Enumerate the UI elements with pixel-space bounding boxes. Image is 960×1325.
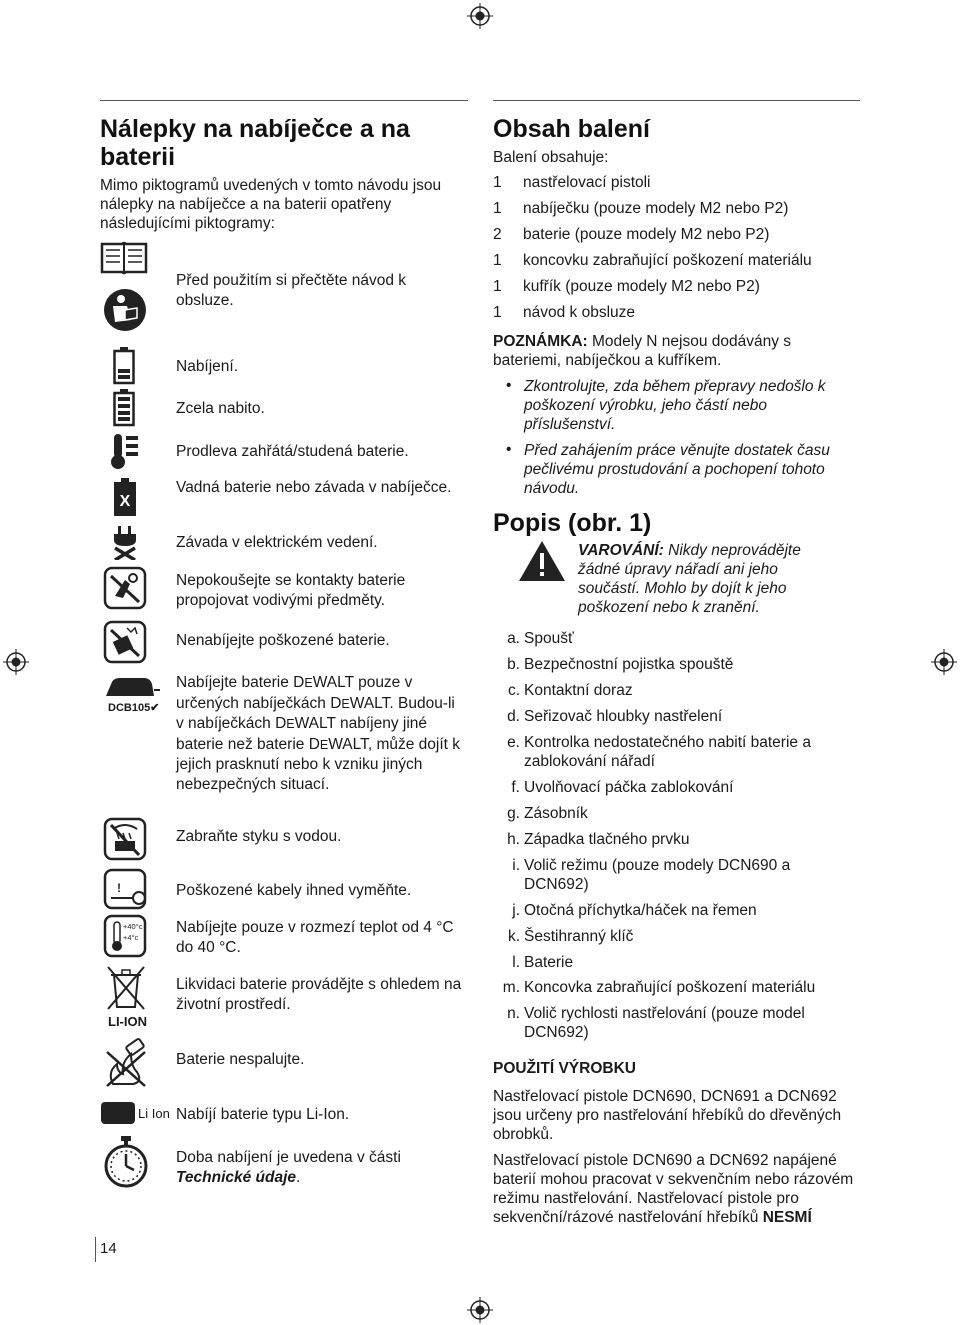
pictogram-text-conductive: Nepokoušejte se kontakty baterie propojovat vodivými předměty. bbox=[176, 572, 406, 609]
section-title-contents: Obsah balení bbox=[493, 115, 650, 143]
thermometer-battery-icon bbox=[108, 432, 140, 470]
bullet-marker: • bbox=[506, 441, 512, 458]
contents-item: 1 návod k obsluze bbox=[493, 304, 636, 321]
svg-text:+4°c: +4°c bbox=[123, 933, 139, 942]
warning-text: VAROVÁNÍ: Nikdy neprovádějte žádné úpravy nářadí ani jeho součástí. Mohlo by dojít k jeho poškození nebo k zranění. bbox=[578, 542, 801, 616]
full-battery-icon bbox=[113, 389, 135, 427]
contents-item: 1 koncovku zabraňující poškození materiálu bbox=[493, 252, 812, 269]
li-ion-battery-icon bbox=[101, 1102, 135, 1124]
contents-lead: Balení obsahuje: bbox=[493, 149, 609, 166]
page-number: 14 bbox=[100, 1240, 117, 1257]
warning-triangle-icon bbox=[517, 539, 567, 583]
li-ion-battery-label: Li Ion bbox=[138, 1106, 170, 1121]
pictogram-text-full: Zcela nabito. bbox=[176, 400, 265, 417]
dcb105-charger-icon bbox=[104, 676, 160, 698]
use-paragraph-2: Nastřelovací pistole DCN690 a DCN692 napájené baterií mohou pracovat v sekvenčním nebo rázovém režimu nastřelování. Nastřelovací pistole pro sekvenční/rázové nastřelování hřebíků NESMÍ bbox=[493, 1152, 854, 1226]
registration-mark-top bbox=[467, 3, 493, 29]
header-rule-left bbox=[100, 100, 468, 101]
intro-text: Mimo piktogramů uvedených v tomto návodu jsou nálepky na nabíječce a na baterii opatřeny následujícími piktogramy: bbox=[100, 177, 442, 232]
contents-item: 1 kufřík (pouze modely M2 nebo P2) bbox=[493, 278, 760, 295]
pictogram-text-damaged: Nenabíjejte poškozené baterie. bbox=[176, 632, 390, 649]
bullet-marker: • bbox=[506, 377, 512, 394]
use-title: POUŽITÍ VÝROBKU bbox=[493, 1060, 636, 1077]
bullet-check-damage: Zkontrolujte, zda během přepravy nedošlo k poškození výrobku, jeho částí nebo příslušenství. bbox=[524, 378, 826, 433]
svg-text:!: ! bbox=[117, 881, 121, 895]
contents-item: 2 baterie (pouze modely M2 nebo P2) bbox=[493, 226, 770, 243]
power-fault-icon bbox=[111, 526, 139, 560]
faulty-battery-icon bbox=[113, 478, 137, 518]
replace-cable-icon bbox=[103, 868, 149, 910]
page-number-rule bbox=[95, 1237, 96, 1262]
charging-battery-icon bbox=[113, 347, 135, 385]
pictogram-text-faulty: Vadná baterie nebo závada v nabíječce. bbox=[176, 479, 452, 496]
registration-mark-right bbox=[931, 649, 957, 675]
pictogram-text-dewalt-only: Nabíjejte baterie DEWALT pouze v určených nabíječkách DEWALT. Budou-li v nabíječkách DEWALT nabíjeny jiné baterie než baterie DEWALT, může dojít k jejich prasknutí nebo k vzniku jiných nebezpečných situací. bbox=[176, 674, 461, 793]
contents-item: 1 nastřelovací pistoli bbox=[493, 174, 651, 191]
manual-book-icon bbox=[100, 240, 148, 276]
read-manual-icon bbox=[103, 288, 147, 332]
pictogram-text-power-fault: Závada v elektrickém vedení. bbox=[176, 534, 378, 551]
no-damaged-battery-icon bbox=[103, 620, 147, 664]
pictogram-text-water: Zabraňte styku s vodou. bbox=[176, 828, 342, 845]
contents-item: 1 nabíječku (pouze modely M2 nebo P2) bbox=[493, 200, 789, 217]
pictogram-text-burn: Baterie nespalujte. bbox=[176, 1051, 305, 1068]
no-burn-icon bbox=[103, 1038, 149, 1088]
registration-mark-bottom bbox=[467, 1297, 493, 1323]
pictogram-text-cables: Poškozené kabely ihned vyměňte. bbox=[176, 882, 412, 899]
bullet-read-manual: Před zahájením práce věnujte dostatek času pečlivému prostudování a pochopení tohoto návodu. bbox=[524, 442, 830, 497]
note: POZNÁMKA: Modely N nejsou dodávány s bateriemi, nabíječkou a kufříkem. bbox=[493, 333, 792, 369]
pictogram-text-charge-time: Doba nabíjení je uvedena v části Technické údaje. bbox=[176, 1149, 401, 1186]
section-title-labels: Nálepky na nabíječce a na baterii bbox=[100, 115, 410, 171]
pictogram-text-temperature: Nabíjejte pouze v rozmezí teplot od 4 °C do 40 °C. bbox=[176, 919, 454, 956]
use-paragraph-1: Nastřelovací pistole DCN690, DCN691 a DCN692 jsou určeny pro nastřelování hřebíků do dřevěných obrobků. bbox=[493, 1088, 842, 1143]
svg-text:+40°c: +40°c bbox=[123, 922, 143, 931]
no-water-icon bbox=[103, 817, 147, 861]
pictogram-text-delay: Prodleva zahřátá/studená baterie. bbox=[176, 443, 409, 460]
recycle-bin-icon bbox=[106, 965, 146, 1011]
temperature-range-icon bbox=[103, 914, 147, 958]
header-rule-right bbox=[493, 100, 860, 101]
no-conductive-objects-icon bbox=[103, 566, 147, 610]
stopwatch-icon bbox=[103, 1136, 149, 1188]
section-title-description: Popis (obr. 1) bbox=[493, 509, 652, 537]
pictogram-text-disposal: Likvidaci baterie provádějte s ohledem na životní prostředí. bbox=[176, 976, 462, 1013]
pictogram-text-li-ion: Nabíjí baterie typu Li-Ion. bbox=[176, 1106, 350, 1123]
svg-text:X: X bbox=[119, 493, 131, 510]
registration-mark-left bbox=[3, 649, 29, 675]
pictogram-text-read-manual: Před použitím si přečtěte návod k obsluze. bbox=[176, 272, 407, 309]
li-ion-label: LI-ION bbox=[108, 1014, 147, 1029]
pictogram-text-charging: Nabíjení. bbox=[176, 358, 239, 375]
dcb105-label: DCB105✔ bbox=[108, 702, 160, 714]
